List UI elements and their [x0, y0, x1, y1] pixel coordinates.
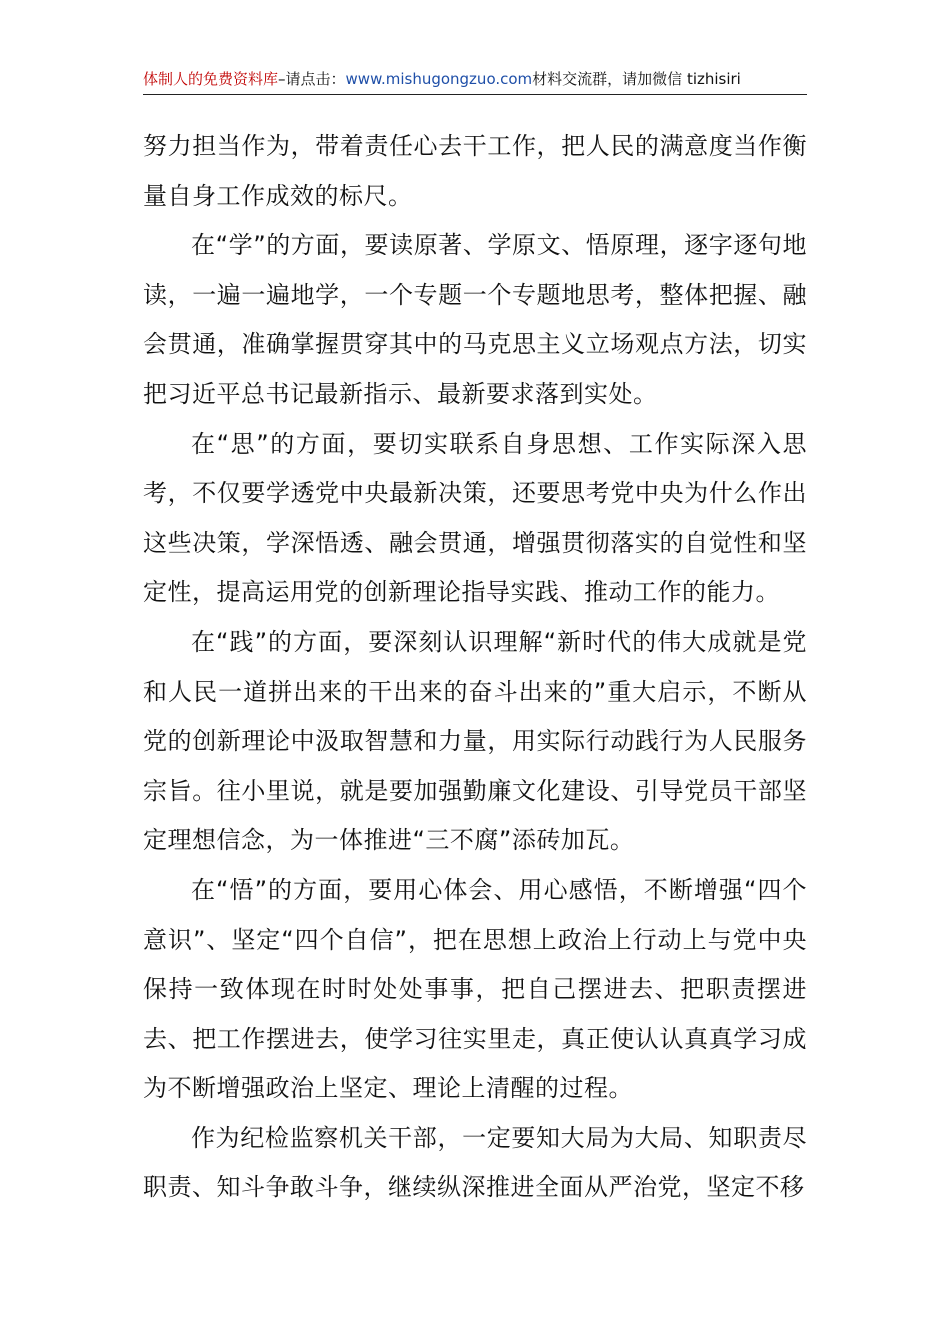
- text-line: 融会贯通，准确掌握贯穿其中的马克思主义立场观点方法，切: [143, 280, 807, 359]
- header-click-text: –请点击：: [278, 70, 346, 88]
- header-brand: 体制人的免费资料库: [143, 70, 279, 88]
- text-line: 实把习近平总书记最新指示、最新要求落到实处。: [143, 330, 807, 408]
- text-line: 地读，一遍一遍地学，一个专题一个专题地思考，整体把握、: [143, 231, 807, 309]
- text-line: 在“悟”的方面，要用心体会、用心感悟，不断增强“四: [191, 875, 783, 904]
- header-url-link[interactable]: www.mishugongzuo.com: [345, 70, 533, 88]
- document-body: [143, 122, 807, 1213]
- text-line: 在“思”的方面，要切实联系自身思想、工作实际深入思: [191, 429, 807, 458]
- paragraph-discipline-cadre: [143, 1114, 807, 1213]
- text-line: 作为纪检监察机关干部，一定要知大局为大局、知职责尽: [191, 1123, 807, 1152]
- page-header: [143, 66, 807, 95]
- text-line: 个意识”、坚定“四个自信”，把在思想上政治上行动上与党: [143, 875, 807, 954]
- paragraph-study: [143, 221, 807, 419]
- text-line: 党和人民一道拼出来的干出来的奋斗出来的”重大启示，不断: [143, 627, 807, 706]
- paragraph-practice: [143, 618, 807, 866]
- header-tail-text: 材料交流群，请加微信 tizhisiri: [532, 70, 741, 88]
- text-line: 考，不仅要学透党中央最新决策，还要思考党中央为什么作出: [143, 479, 807, 508]
- text-line: 在“践”的方面，要深刻认识理解“新时代的伟大成就是: [191, 627, 783, 656]
- text-line: 在“学”的方面，要读原著、学原文、悟原理，逐字逐句: [191, 231, 783, 260]
- text-line: 坚定理想信念，为一体推进“三不腐”添砖加瓦。: [143, 776, 807, 855]
- text-line: 从党的创新理论中汲取智慧和力量，用实际行动践行为人民服: [143, 677, 807, 756]
- text-line: 量自身工作成效的标尺。: [143, 181, 413, 210]
- text-line: 努力担当作为，带着责任心去干工作，把人民的满意度当作衡: [143, 132, 807, 160]
- text-line: 进去、把工作摆进去，使学习往实里走，真正使认认真真学习: [143, 975, 807, 1053]
- paragraph-comprehend: [143, 866, 807, 1114]
- text-line: 职责、知斗争敢斗争，继续纵深推进全面从严治党，坚定不移: [143, 1173, 805, 1202]
- paragraph-continuation: [143, 122, 807, 221]
- text-line: 成为不断增强政治上坚定、理论上清醒的过程。: [143, 1024, 807, 1103]
- text-line: 定性，提高运用党的创新理论指导实践、推动工作的能力。: [143, 578, 780, 607]
- text-line: 这些决策，学深悟透、融会贯通，增强贯彻落实的自觉性和坚: [143, 528, 807, 557]
- text-line: 中央保持一致体现在时时处处事事，把自己摆进去、把职责摆: [143, 925, 808, 1004]
- paragraph-think: [143, 420, 807, 618]
- text-line: 务宗旨。往小里说，就是要加强勤廉文化建设、引导党员干部: [143, 727, 807, 805]
